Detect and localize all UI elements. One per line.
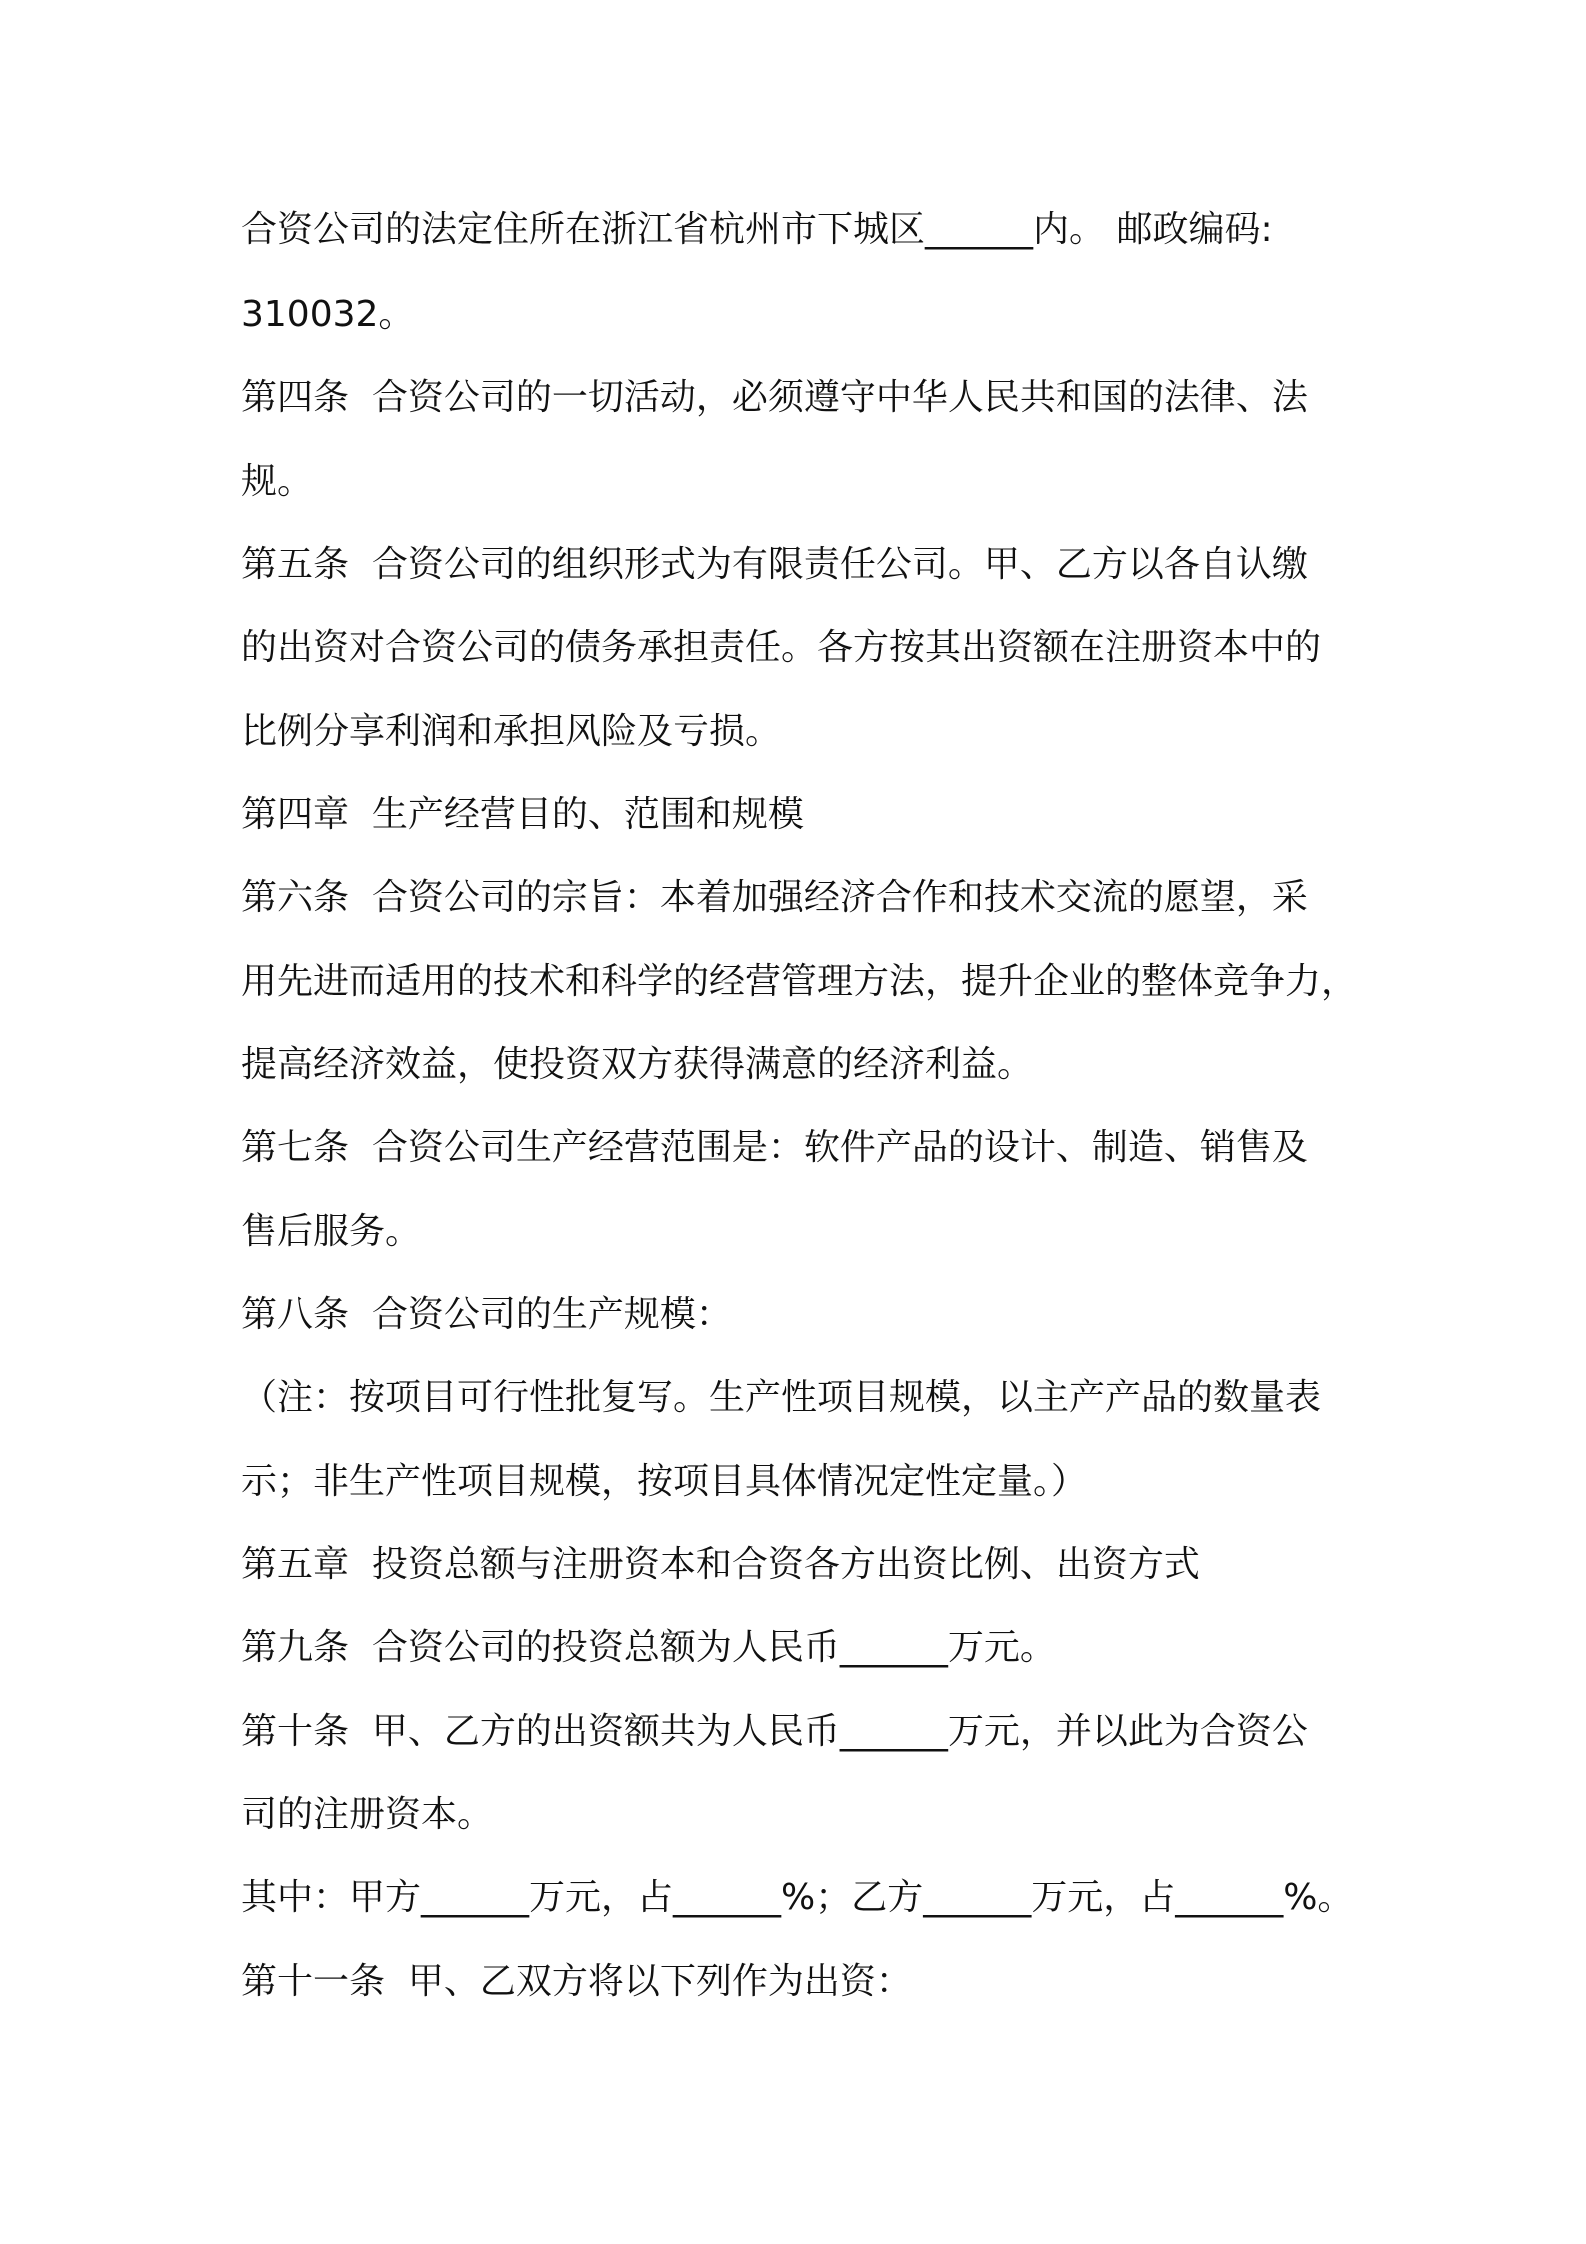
text-line: 示；非生产性项目规模，按项目具体情况定性定量。） bbox=[241, 1461, 1088, 1502]
text-line: 合资公司的法定住所在浙江省杭州市下城区______内。 邮政编码: bbox=[241, 209, 1273, 250]
text-line: 第九条 合资公司的投资总额为人民币______万元。 bbox=[241, 1627, 1056, 1668]
text-line: 售后服务。 bbox=[241, 1211, 422, 1252]
text-line: 比例分享利润和承担风险及亏损。 bbox=[241, 711, 782, 752]
chapter-heading: 第四章 生产经营目的、范围和规模 bbox=[241, 794, 804, 835]
text-line: （注：按项目可行性批复写。生产性项目规模，以主产产品的数量表 bbox=[241, 1377, 1322, 1418]
text-line: 规。 bbox=[241, 461, 314, 502]
text-line: 第六条 合资公司的宗旨：本着加强经济合作和技术交流的愿望，采 bbox=[241, 877, 1308, 918]
text-line: 司的注册资本。 bbox=[241, 1794, 494, 1835]
text-line: 用先进而适用的技术和科学的经营管理方法，提升企业的整体竞争力， bbox=[241, 961, 1358, 1002]
text-line: 第五条 合资公司的组织形式为有限责任公司。甲、乙方以各自认缴 bbox=[241, 544, 1308, 585]
text-line: 310032。 bbox=[241, 294, 415, 335]
text-line: 的出资对合资公司的债务承担责任。各方按其出资额在注册资本中的 bbox=[241, 627, 1322, 668]
text-line: 第四条 合资公司的一切活动，必须遵守中华人民共和国的法律、法 bbox=[241, 377, 1308, 418]
text-line: 第十条 甲、乙方的出资额共为人民币______万元，并以此为合资公 bbox=[241, 1711, 1308, 1752]
text-line: 第八条 合资公司的生产规模： bbox=[241, 1294, 732, 1335]
text-line: 其中：甲方______万元，占______%；乙方______万元，占______%。 bbox=[241, 1877, 1354, 1918]
text-line: 第七条 合资公司生产经营范围是：软件产品的设计、制造、销售及 bbox=[241, 1127, 1308, 1168]
chapter-heading: 第五章 投资总额与注册资本和合资各方出资比例、出资方式 bbox=[241, 1544, 1200, 1585]
text-line: 提高经济效益，使投资双方获得满意的经济利益。 bbox=[241, 1044, 1034, 1085]
text-line: 第十一条 甲、乙双方将以下列作为出资： bbox=[241, 1961, 912, 2002]
